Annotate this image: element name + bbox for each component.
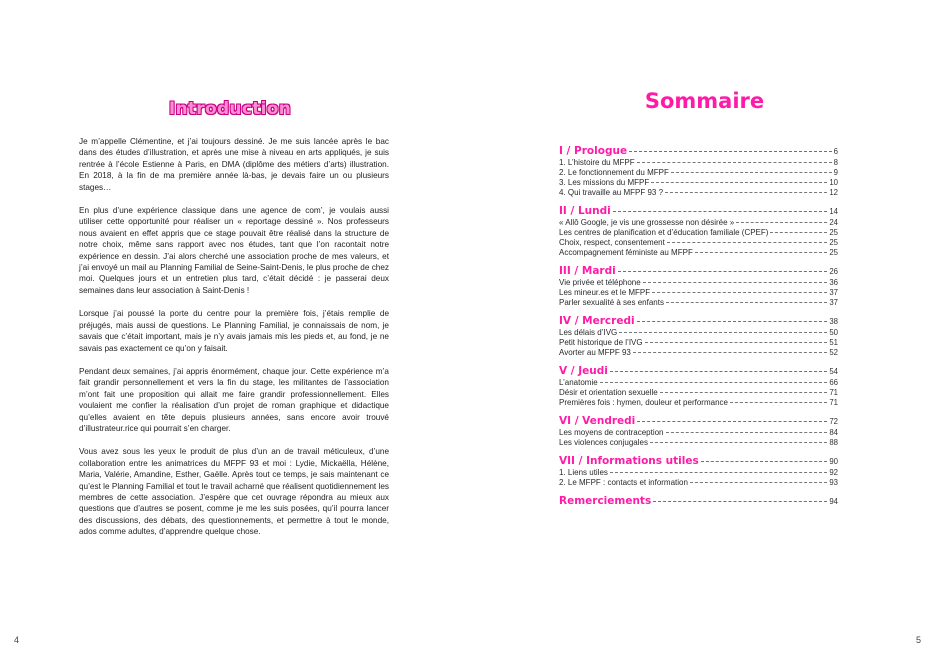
toc-entry-page: 25 bbox=[829, 238, 838, 247]
toc-entry[interactable] bbox=[559, 188, 838, 197]
toc-section bbox=[559, 205, 838, 257]
toc-heading-page: 14 bbox=[829, 207, 838, 216]
toc-section-heading[interactable] bbox=[559, 315, 838, 327]
toc-entry-label: Vie privée et téléphone bbox=[559, 278, 641, 287]
toc-entry-page: 10 bbox=[829, 178, 838, 187]
toc-entry-label: Les centres de planification et d’éducation familiale (CPEF) bbox=[559, 228, 769, 237]
toc-section bbox=[559, 145, 838, 197]
toc-section-heading[interactable] bbox=[559, 455, 838, 467]
table-of-contents bbox=[559, 145, 838, 515]
introduction-title: Introduction bbox=[168, 99, 292, 119]
toc-heading-label: Remerciements bbox=[559, 495, 652, 507]
toc-heading-page: 72 bbox=[829, 417, 838, 426]
dot-leader bbox=[660, 392, 828, 393]
toc-entry[interactable] bbox=[559, 468, 838, 477]
dot-leader bbox=[666, 432, 828, 433]
toc-entry-label: Premières fois : hymen, douleur et performance bbox=[559, 398, 728, 407]
toc-entry-page: 52 bbox=[829, 348, 838, 357]
toc-heading-page: 90 bbox=[829, 457, 838, 466]
dot-leader bbox=[671, 172, 832, 173]
toc-heading-label: IV / Mercredi bbox=[559, 315, 635, 327]
toc-entry-label: Désir et orientation sexuelle bbox=[559, 388, 658, 397]
dot-leader bbox=[652, 292, 827, 293]
toc-entry-page: 66 bbox=[829, 378, 838, 387]
toc-heading-page: 38 bbox=[829, 317, 838, 326]
toc-entry-page: 71 bbox=[829, 388, 838, 397]
toc-heading-label: VI / Vendredi bbox=[559, 415, 636, 427]
toc-entry-page: 84 bbox=[829, 428, 838, 437]
toc-heading-page: 94 bbox=[829, 497, 838, 506]
toc-entry[interactable] bbox=[559, 178, 838, 187]
toc-entry-label: Accompagnement féministe au MFPF bbox=[559, 248, 693, 257]
toc-section-heading[interactable] bbox=[559, 495, 838, 507]
dot-leader bbox=[643, 282, 828, 283]
toc-heading-page: 6 bbox=[833, 147, 838, 156]
toc-entry-page: 12 bbox=[829, 188, 838, 197]
dot-leader bbox=[695, 252, 827, 253]
dot-leader bbox=[610, 472, 827, 473]
toc-entry-page: 37 bbox=[829, 288, 838, 297]
toc-entry-label: L’anatomie bbox=[559, 378, 598, 387]
dot-leader bbox=[637, 321, 828, 322]
dot-leader bbox=[637, 162, 832, 163]
toc-entry-label: 2. Le MFPF : contacts et information bbox=[559, 478, 688, 487]
toc-entry[interactable] bbox=[559, 348, 838, 357]
intro-paragraph: Vous avez sous les yeux le produit de plus d’un an de travail méticuleux, d’une collaboration entre les animatrices du MFPF 93 et moi : Lydie, Mickaëlla, Hélène, Maria, Valérie, Amandine, Esther, Gaëlle. Après tout ce temps, je sais maintenant ce qu’est le Planning Familial et tout le travail acharné que réalisent quotidiennement les membres de cette association. J’espère que cet ouvrage répondra au mieux aux questions que d’autres se posent, comme je me les suis posées, qu’il pourra lancer des discussions, des débats, des questionnements, et permettre à tout le monde, ados comme adultes, d’apprendre quelque chose. bbox=[79, 447, 389, 537]
toc-entry[interactable] bbox=[559, 248, 838, 257]
dot-leader bbox=[770, 232, 827, 233]
toc-entry-label: 4. Qui travaille au MFPF 93 ? bbox=[559, 188, 664, 197]
toc-entry-label: 1. L’histoire du MFPF bbox=[559, 158, 635, 167]
toc-heading-label: V / Jeudi bbox=[559, 365, 608, 377]
toc-entry[interactable] bbox=[559, 328, 838, 337]
toc-entry[interactable] bbox=[559, 218, 838, 227]
toc-entry-label: 3. Les missions du MFPF bbox=[559, 178, 650, 187]
dot-leader bbox=[736, 222, 827, 223]
dot-leader bbox=[600, 382, 828, 383]
toc-heading-page: 54 bbox=[829, 367, 838, 376]
page-number-right: 5 bbox=[915, 635, 921, 645]
intro-paragraph: Pendant deux semaines, j’ai appris énormément, chaque jour. Cette expérience m’a fait grandir personnellement et vers la fin du stage, les militantes de l’association m’ont fait une proposition qui allait me faire grandir professionnellement. Elles voulaient me confier la réalisation d’un projet de roman graphique et didactique qu’elles avaient en tête depuis plusieurs années, sans encore avoir trouvé d’illustrateur.rice qui pourrait s’en charger. bbox=[79, 366, 389, 433]
toc-heading-label: VII / Informations utiles bbox=[559, 455, 699, 467]
toc-entry[interactable] bbox=[559, 158, 838, 167]
toc-entry[interactable] bbox=[559, 398, 838, 407]
toc-entry[interactable] bbox=[559, 478, 838, 487]
dot-leader bbox=[651, 182, 827, 183]
toc-entry-label: Les moyens de contraception bbox=[559, 428, 664, 437]
toc-entry[interactable] bbox=[559, 288, 838, 297]
toc-entry-page: 24 bbox=[829, 218, 838, 227]
toc-entry[interactable] bbox=[559, 168, 838, 177]
dot-leader bbox=[667, 242, 827, 243]
toc-entry[interactable] bbox=[559, 388, 838, 397]
toc-section bbox=[559, 495, 838, 507]
toc-section bbox=[559, 315, 838, 357]
dot-leader bbox=[637, 421, 827, 422]
toc-entry-page: 37 bbox=[829, 298, 838, 307]
dot-leader bbox=[633, 352, 827, 353]
toc-entry-page: 92 bbox=[829, 468, 838, 477]
dot-leader bbox=[650, 442, 827, 443]
toc-section-heading[interactable] bbox=[559, 415, 838, 427]
intro-paragraph: Je m’appelle Clémentine, et j’ai toujours dessiné. Je me suis lancée après le bac dans des études d’illustration, et après une mise à niveau en arts appliqués, je suis rentrée à l’école Estienne à Paris, en DMA (diplôme des métiers d’arts) illustration. En 2018, à la fin de ma première année là-bas, je devais faire un ou plusieurs stages… bbox=[79, 137, 389, 192]
toc-section-heading[interactable] bbox=[559, 145, 838, 157]
dot-leader bbox=[701, 461, 828, 462]
toc-section bbox=[559, 415, 838, 447]
toc-section-heading[interactable] bbox=[559, 265, 838, 277]
toc-entry[interactable] bbox=[559, 228, 838, 237]
toc-entry-label: Les violences conjugales bbox=[559, 438, 648, 447]
toc-entry-page: 25 bbox=[829, 228, 838, 237]
intro-paragraph: En plus d’une expérience classique dans une agence de com’, je voulais aussi utiliser cette opportunité pour réaliser un « reportage dessiné ». Nos professeurs nous avaient en effet appris que ce stage pouvait être réalisé dans la structure de notre choix, même sans rapport avec nos études, tant que l’on racontait notre expérience en dessin. J’ai alors cherché une association proche de mes valeurs, et j’ai envoyé un mail au Planning Familial de Seine-Saint-Denis, le plus proche de chez moi. Quelques jours et un entretien plus tard, c’était décidé : je passerai deux semaines dans leur association à Saint-Denis ! bbox=[79, 206, 389, 295]
toc-entry-page: 71 bbox=[829, 398, 838, 407]
introduction-body bbox=[79, 136, 389, 550]
left-page bbox=[0, 0, 469, 663]
toc-entry[interactable] bbox=[559, 428, 838, 437]
toc-entry-label: Petit historique de l’IVG bbox=[559, 338, 643, 347]
toc-entry-label: Choix, respect, consentement bbox=[559, 238, 665, 247]
dot-leader bbox=[665, 192, 827, 193]
dot-leader bbox=[618, 271, 828, 272]
toc-entry[interactable] bbox=[559, 278, 838, 287]
right-page bbox=[470, 0, 939, 663]
toc-heading-label: I / Prologue bbox=[559, 145, 628, 157]
toc-entry[interactable] bbox=[559, 438, 838, 447]
toc-entry-page: 8 bbox=[833, 158, 838, 167]
toc-section bbox=[559, 265, 838, 307]
sommaire-title: Sommaire bbox=[644, 89, 765, 113]
dot-leader bbox=[730, 402, 827, 403]
toc-entry-page: 88 bbox=[829, 438, 838, 447]
dot-leader bbox=[610, 371, 827, 372]
dot-leader bbox=[613, 211, 828, 212]
toc-entry-page: 9 bbox=[833, 168, 838, 177]
toc-entry[interactable] bbox=[559, 238, 838, 247]
toc-entry[interactable] bbox=[559, 338, 838, 347]
toc-entry-page: 51 bbox=[829, 338, 838, 347]
toc-heading-label: III / Mardi bbox=[559, 265, 616, 277]
dot-leader bbox=[645, 342, 828, 343]
toc-heading-page: 26 bbox=[829, 267, 838, 276]
toc-entry-label: 2. Le fonctionnement du MFPF bbox=[559, 168, 669, 177]
toc-heading-label: II / Lundi bbox=[559, 205, 611, 217]
toc-entry-label: Avorter au MFPF 93 bbox=[559, 348, 631, 357]
dot-leader bbox=[690, 482, 827, 483]
dot-leader bbox=[619, 332, 827, 333]
dot-leader bbox=[629, 151, 832, 152]
toc-entry-label: Les mineur.es et le MFPF bbox=[559, 288, 651, 297]
dot-leader bbox=[653, 501, 827, 502]
toc-entry[interactable] bbox=[559, 298, 838, 307]
toc-entry-label: Parler sexualité à ses enfants bbox=[559, 298, 664, 307]
intro-paragraph: Lorsque j’ai poussé la porte du centre pour la première fois, j’étais remplie de préjugés, mais aussi de questions. Le Planning Familial, je connaissais de nom, je savais que c’était important, mais je n’y avais jamais mis les pieds et, au fond, je ne savais pas exactement ce qu’on y faisait. bbox=[79, 309, 389, 353]
toc-entry-page: 93 bbox=[829, 478, 838, 487]
toc-entry[interactable] bbox=[559, 378, 838, 387]
toc-section bbox=[559, 455, 838, 487]
toc-entry-label: « Allô Google, je vis une grossesse non désirée » bbox=[559, 218, 735, 227]
page-number-left: 4 bbox=[14, 635, 20, 645]
dot-leader bbox=[666, 302, 827, 303]
toc-section bbox=[559, 365, 838, 407]
toc-entry-label: 1. Liens utiles bbox=[559, 468, 608, 477]
toc-entry-label: Les délais d’IVG bbox=[559, 328, 618, 337]
toc-section-heading[interactable] bbox=[559, 365, 838, 377]
toc-entry-page: 25 bbox=[829, 248, 838, 257]
toc-section-heading[interactable] bbox=[559, 205, 838, 217]
toc-entry-page: 36 bbox=[829, 278, 838, 287]
toc-entry-page: 50 bbox=[829, 328, 838, 337]
